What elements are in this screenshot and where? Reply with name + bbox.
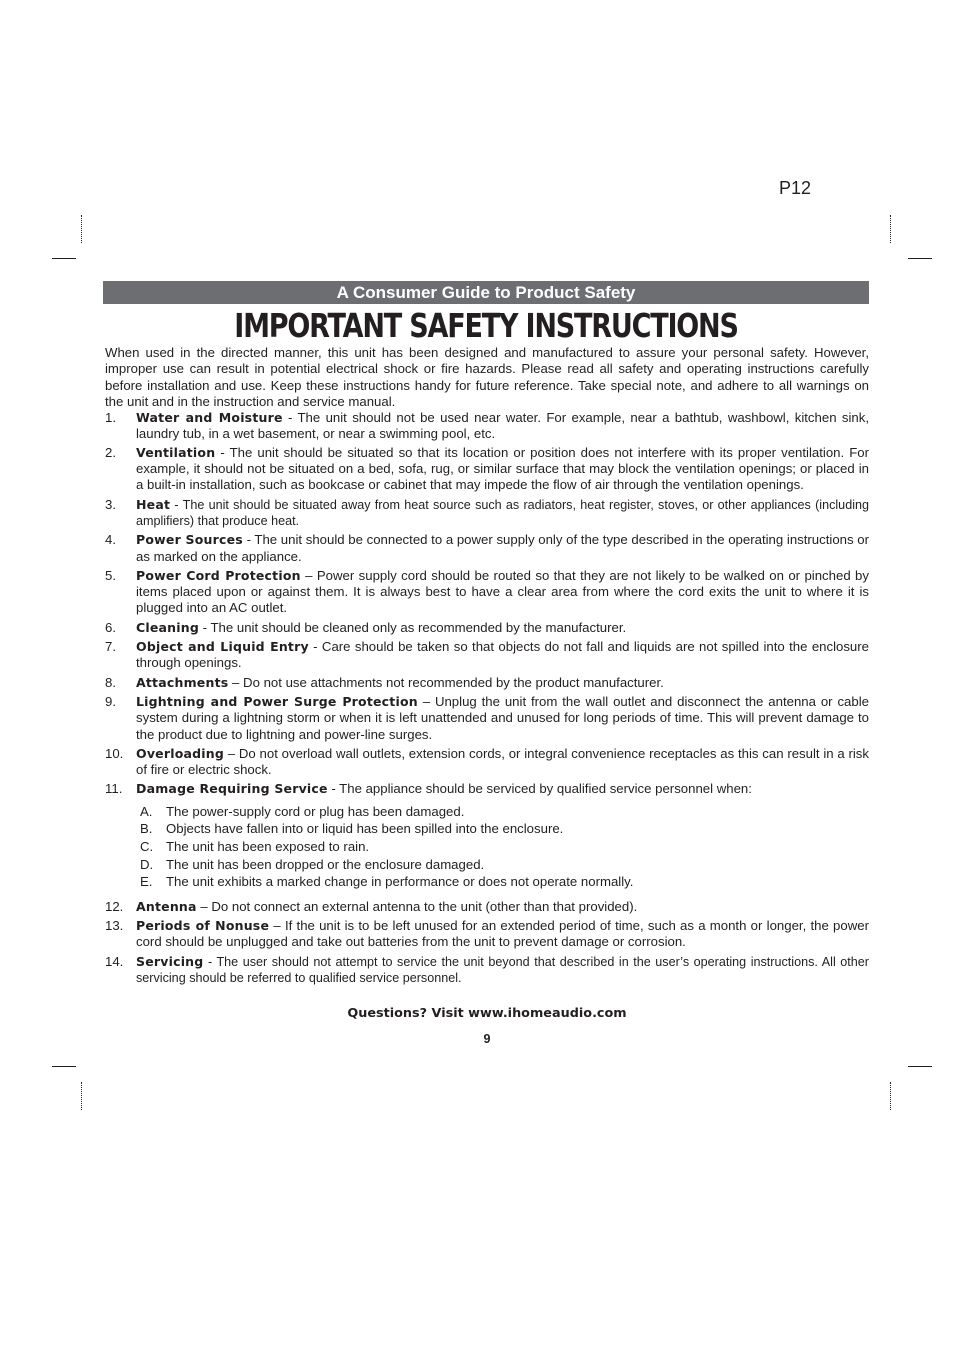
page-number: 9 [483, 1032, 491, 1046]
list-item: 7. Object and Liquid Entry - Care should be taken so that objects do not fall and liquids are not spilled into the enclosure through openings. [105, 639, 869, 671]
sublist-item: B. Objects have fallen into or liquid has been spilled into the enclosure. [140, 821, 564, 837]
list-item: 2. Ventilation - The unit should be situated so that its location or position does not interfere with its proper ventilation. For example, it should not be situated on a bed, sofa, rug, or similar surface that may block the ventilation openings; or placed in a built-in installation, such as bookcase or cabinet that may impede the flow of air through the ventilation openings. [105, 444, 869, 493]
list-item: 8. Attachments – Do not use attachments not recommended by the product manufacturer. [105, 674, 664, 690]
crop-mark [908, 1066, 932, 1067]
list-item: 13. Periods of Nonuse – If the unit is to be left unused for an extended period of time, such as a month or longer, the power cord should be unplugged and take out batteries from the unit to prevent damage or corrosion. [105, 917, 869, 950]
list-item: 6. Cleaning - The unit should be cleaned only as recommended by the manufacturer. [105, 619, 627, 635]
list-item: 4. Power Sources - The unit should be connected to a power supply only of the type described in the operating instructions or as marked on the appliance. [105, 532, 869, 564]
section-banner: A Consumer Guide to Product Safety [103, 281, 869, 304]
crop-mark [890, 1082, 891, 1110]
crop-mark [890, 215, 891, 243]
list-item: 14. Servicing - The user should not attempt to service the unit beyond that described in the user’s operating instructions. All other servicing should be referred to qualified service personnel. [105, 953, 869, 985]
crop-mark [52, 1066, 76, 1067]
crop-mark [81, 215, 82, 243]
sublist-item: C. The unit has been exposed to rain. [140, 838, 370, 854]
list-item: 10. Overloading – Do not overload wall outlets, extension cords, or integral convenience receptacles as this can result in a risk of fire or electric shock. [105, 745, 869, 778]
crop-mark [52, 258, 76, 259]
crop-mark [81, 1082, 82, 1110]
list-item: 9. Lightning and Power Surge Protection – Unplug the unit from the wall outlet and disconnect the antenna or cable system during a lightning storm or when it is left unattended and unused for long periods of time. This will prevent damage to the product due to lightning and power-line surges. [105, 693, 869, 742]
page-title: IMPORTANT SAFETY INSTRUCTIONS [234, 306, 738, 345]
damage-sublist [140, 803, 869, 891]
sublist-item: E. The unit exhibits a marked change in performance or does not operate normally. [140, 874, 634, 890]
list-item: 5. Power Cord Protection – Power supply cord should be routed so that they are not likely to be walked on or pinched by items placed upon or against them. It is always best to have a clear area from where the cord exits the unit to where it is plugged into an AC outlet. [105, 567, 869, 616]
safety-content [105, 345, 869, 986]
list-item: 3. Heat - The unit should be situated away from heat source such as radiators, heat register, stoves, or other appliances (including amplifiers) that produce heat. [105, 496, 869, 528]
sublist-item: D. The unit has been dropped or the enclosure damaged. [140, 856, 485, 872]
list-item: 1. Water and Moisture - The unit should not be used near water. For example, near a bathtub, washbowl, kitchen sink, laundry tub, in a wet basement, or near a swimming pool, etc. [105, 410, 869, 442]
footer-questions: Questions? Visit www.ihomeaudio.com [347, 1006, 627, 1021]
list-item: 11. Damage Requiring Service - The appliance should be serviced by qualified service personnel when: [105, 781, 752, 797]
list-item: 12. Antenna – Do not connect an external antenna to the unit (other than that provided). [105, 898, 638, 914]
crop-mark [908, 258, 932, 259]
intro-paragraph: When used in the directed manner, this unit has been designed and manufactured to assure your personal safety. However, improper use can result in potential electrical shock or fire hazards. Please read all safety and operating instructions carefully before installation and use. Keep these instructions handy for future reference. Take special note, and adhere to all warnings on the unit and in the instruction and service manual. [105, 345, 869, 409]
sublist-item: A. The power-supply cord or plug has been damaged. [140, 803, 465, 819]
page-label: P12 [779, 178, 812, 198]
